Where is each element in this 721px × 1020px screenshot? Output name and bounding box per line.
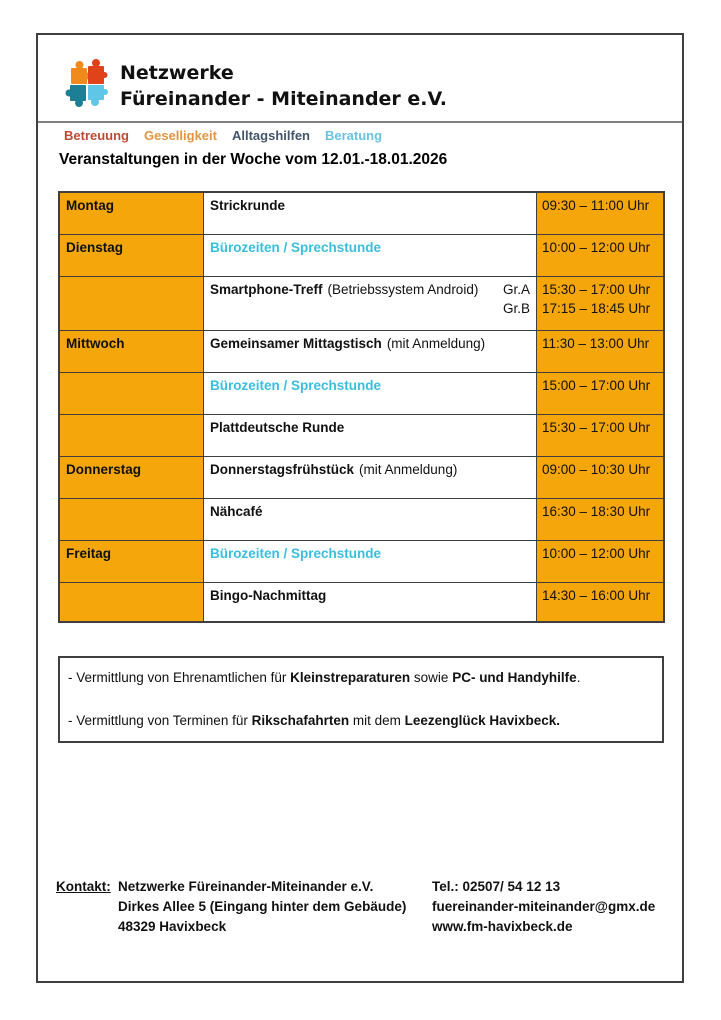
day-cell: Dienstag bbox=[60, 235, 204, 276]
table-row bbox=[60, 331, 663, 373]
event-name: Strickrunde bbox=[210, 198, 286, 213]
event-name: Smartphone-Treff bbox=[210, 282, 323, 297]
contact-phone: Tel.: 02507/ 54 12 13 bbox=[432, 879, 561, 894]
group-b-label: Gr.B bbox=[502, 301, 530, 316]
event-name: Donnerstagsfrühstück bbox=[210, 462, 355, 477]
nav-item-betreuung: Betreuung bbox=[64, 128, 129, 143]
event-cell bbox=[204, 373, 537, 414]
event-name: Bürozeiten / Sprechstunde bbox=[210, 546, 382, 561]
event-name: Plattdeutsche Runde bbox=[210, 420, 345, 435]
table-row bbox=[60, 193, 663, 235]
day-cell: Freitag bbox=[60, 541, 204, 582]
time-cell bbox=[537, 277, 663, 330]
day-cell bbox=[60, 415, 204, 456]
time-cell: 14:30 – 16:00 Uhr bbox=[537, 583, 663, 621]
event-line-group-b bbox=[210, 299, 530, 318]
category-nav bbox=[64, 128, 382, 143]
contact-website: www.fm-havixbeck.de bbox=[432, 919, 573, 934]
table-row bbox=[60, 583, 663, 621]
event-cell bbox=[204, 457, 537, 498]
info-line-2: - Vermittlung von Terminen für Rikschafahrten mit dem Leezenglück Havixbeck. bbox=[68, 713, 560, 728]
day-cell bbox=[60, 583, 204, 621]
time-cell: 09:00 – 10:30 Uhr bbox=[537, 457, 663, 498]
brand-line1: Netzwerke bbox=[120, 62, 234, 84]
day-cell: Mittwoch bbox=[60, 331, 204, 372]
day-cell bbox=[60, 499, 204, 540]
contact-email: fuereinander-miteinander@gmx.de bbox=[432, 899, 656, 914]
nav-item-alltagshilfen: Alltagshilfen bbox=[231, 128, 310, 143]
header-divider bbox=[38, 121, 682, 123]
puzzle-logo-icon bbox=[64, 57, 112, 115]
event-cell bbox=[204, 235, 537, 276]
table-row bbox=[60, 235, 663, 277]
brand-line2: Füreinander - Miteinander e.V. bbox=[120, 88, 447, 110]
page-title: Veranstaltungen in der Woche vom 12.01.-18.01.2026 bbox=[59, 151, 448, 168]
event-cell bbox=[204, 499, 537, 540]
table-row bbox=[60, 277, 663, 331]
time-cell: 09:30 – 11:00 Uhr bbox=[537, 193, 663, 234]
event-note: (mit Anmeldung) bbox=[359, 462, 458, 477]
event-name: Bürozeiten / Sprechstunde bbox=[210, 378, 382, 393]
event-cell bbox=[204, 193, 537, 234]
event-cell bbox=[204, 331, 537, 372]
day-cell bbox=[60, 373, 204, 414]
nav-item-beratung: Beratung bbox=[325, 128, 383, 143]
event-name: Bingo-Nachmittag bbox=[210, 588, 327, 603]
table-row bbox=[60, 457, 663, 499]
nav-item-geselligkeit: Geselligkeit bbox=[144, 128, 217, 143]
time-line-1: 15:30 – 17:00 Uhr bbox=[542, 282, 651, 297]
time-cell: 16:30 – 18:30 Uhr bbox=[537, 499, 663, 540]
time-cell: 11:30 – 13:00 Uhr bbox=[537, 331, 663, 372]
time-cell: 10:00 – 12:00 Uhr bbox=[537, 235, 663, 276]
event-cell bbox=[204, 415, 537, 456]
day-cell: Montag bbox=[60, 193, 204, 234]
time-cell: 10:00 – 12:00 Uhr bbox=[537, 541, 663, 582]
contact-org: Netzwerke Füreinander-Miteinander e.V. bbox=[118, 879, 374, 894]
table-row bbox=[60, 499, 663, 541]
contact-info bbox=[432, 877, 671, 937]
contact-label: Kontakt: bbox=[56, 879, 111, 894]
schedule-table bbox=[58, 191, 665, 623]
info-line-1: - Vermittlung von Ehrenamtlichen für Kleinstreparaturen sowie PC- und Handyhilfe. bbox=[68, 670, 581, 685]
table-row bbox=[60, 541, 663, 583]
table-row bbox=[60, 373, 663, 415]
contact-city: 48329 Havixbeck bbox=[118, 919, 227, 934]
time-cell: 15:30 – 17:00 Uhr bbox=[537, 415, 663, 456]
brand-title bbox=[120, 60, 447, 112]
services-info-box bbox=[58, 656, 664, 743]
contact-section bbox=[56, 877, 671, 937]
day-cell: Donnerstag bbox=[60, 457, 204, 498]
time-line-2: 17:15 – 18:45 Uhr bbox=[542, 301, 651, 316]
event-note: (Betriebssystem Android) bbox=[327, 282, 479, 297]
group-a-label: Gr.A bbox=[502, 282, 530, 297]
event-name: Gemeinsamer Mittagstisch bbox=[210, 336, 382, 351]
event-cell bbox=[204, 277, 537, 330]
table-row bbox=[60, 415, 663, 457]
event-cell bbox=[204, 541, 537, 582]
event-note: (mit Anmeldung) bbox=[386, 336, 486, 351]
contact-street: Dirkes Allee 5 (Eingang hinter dem Gebäude) bbox=[118, 899, 407, 914]
contact-address bbox=[118, 877, 432, 937]
event-name: Bürozeiten / Sprechstunde bbox=[210, 240, 382, 255]
time-cell: 15:00 – 17:00 Uhr bbox=[537, 373, 663, 414]
day-cell bbox=[60, 277, 204, 330]
event-cell bbox=[204, 583, 537, 621]
event-line-group-a bbox=[210, 280, 530, 299]
event-name: Nähcafé bbox=[210, 504, 263, 519]
document-page bbox=[36, 33, 684, 983]
